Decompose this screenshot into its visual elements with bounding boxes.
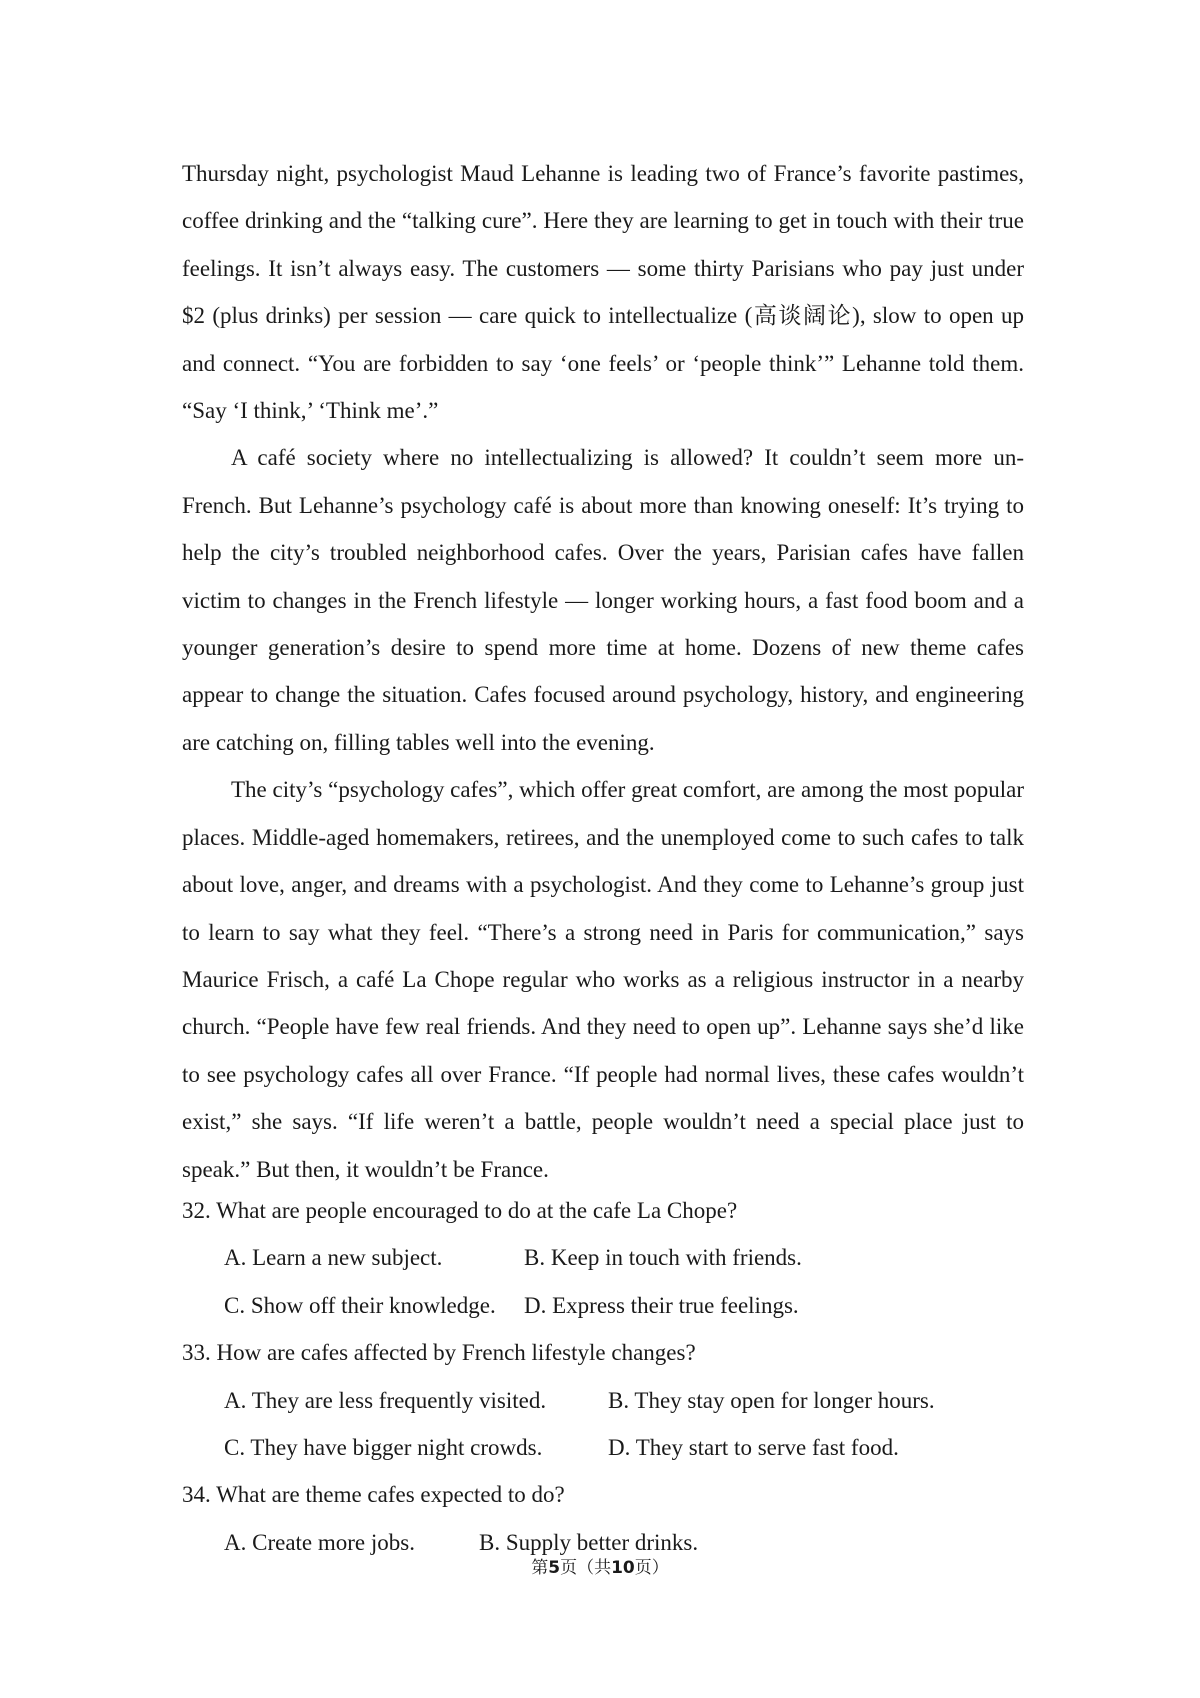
option-d: D. They start to serve fast food. (608, 1434, 899, 1460)
page-number-footer (0, 1556, 1200, 1580)
question-stem: 32. What are people encouraged to do at the cafe La Chope? (182, 1198, 738, 1223)
passage-paragraph-3: The city’s “psychology cafes”, which offer great comfort, are among the most popular places. Middle-aged homemakers, retirees, and the unemployed come to such cafes to talk about love, anger, and dreams with a psychologist. And they come to Lehanne’s group just to learn to say what they feel. “There’s a strong need in Paris for communication,” says Maurice Frisch, a café La Chope regular who works as a religious instructor in a nearby church. “People have few real friends. And they need to open up”. Lehanne says she’d like to see psychology cafes all over France. “If people had normal lives, these cafes wouldn’t exist,” she says. “If life weren’t a battle, people wouldn’t need a special place just to speak.” But then, it wouldn’t be France. (182, 777, 1024, 1182)
question-stem: 33. How are cafes affected by French lifestyle changes? (182, 1340, 696, 1366)
current-page-number: 5 (548, 1558, 561, 1578)
footer-middle: 页（共 (560, 1558, 612, 1578)
footer-prefix: 第 (531, 1558, 549, 1578)
option-row (182, 1424, 1024, 1471)
option-a: A. Create more jobs. (224, 1529, 415, 1555)
passage-paragraph-2: A café society where no intellectualizing is allowed? It couldn’t seem more un-French. But Lehanne’s psychology café is about more than knowing oneself: It’s trying to help the city’s troubled neighborhood cafes. Over the years, Parisian cafes have fallen victim to changes in the French lifestyle — longer working hours, a fast food boom and a younger generation’s desire to spend more time at home. Dozens of new theme cafes appear to change the situation. Cafes focused around psychology, history, and engineering are catching on, filling tables well into the evening. (182, 445, 1024, 755)
option-c: C. They have bigger night crowds. (224, 1434, 543, 1460)
option-b: B. Supply better drinks. (479, 1529, 699, 1555)
passage-paragraph-1: Thursday night, psychologist Maud Lehanne is leading two of France’s favorite pastimes, coffee drinking and the “talking cure”. Here they are learning to get in touch with their true feelings. It isn’t always easy. The customers — some thirty Parisians who pay just under $2 (plus drinks) per session — care quick to intellectualize (高谈阔论), slow to open up and connect. “You are forbidden to say ‘one feels’ or ‘people think’” Lehanne told them. “Say ‘I think,’ ‘Think me’.” (182, 161, 1024, 424)
reading-passage (182, 150, 1024, 1193)
question-34 (182, 1471, 1024, 1566)
option-row (182, 1282, 1024, 1329)
option-b: B. They stay open for longer hours. (608, 1387, 935, 1413)
footer-suffix: 页） (634, 1558, 669, 1578)
option-d: D. Express their true feelings. (524, 1292, 799, 1318)
option-b: B. Keep in touch with friends. (524, 1245, 802, 1271)
option-row (182, 1377, 1024, 1424)
question-33 (182, 1329, 1024, 1471)
question-list (182, 1187, 1024, 1566)
question-stem: 34. What are theme cafes expected to do? (182, 1482, 565, 1508)
total-page-count: 10 (611, 1558, 635, 1578)
option-a: A. Learn a new subject. (224, 1245, 443, 1271)
question-32 (182, 1187, 1024, 1329)
option-row (182, 1234, 1024, 1281)
option-c: C. Show off their knowledge. (224, 1292, 496, 1318)
option-a: A. They are less frequently visited. (224, 1387, 547, 1413)
